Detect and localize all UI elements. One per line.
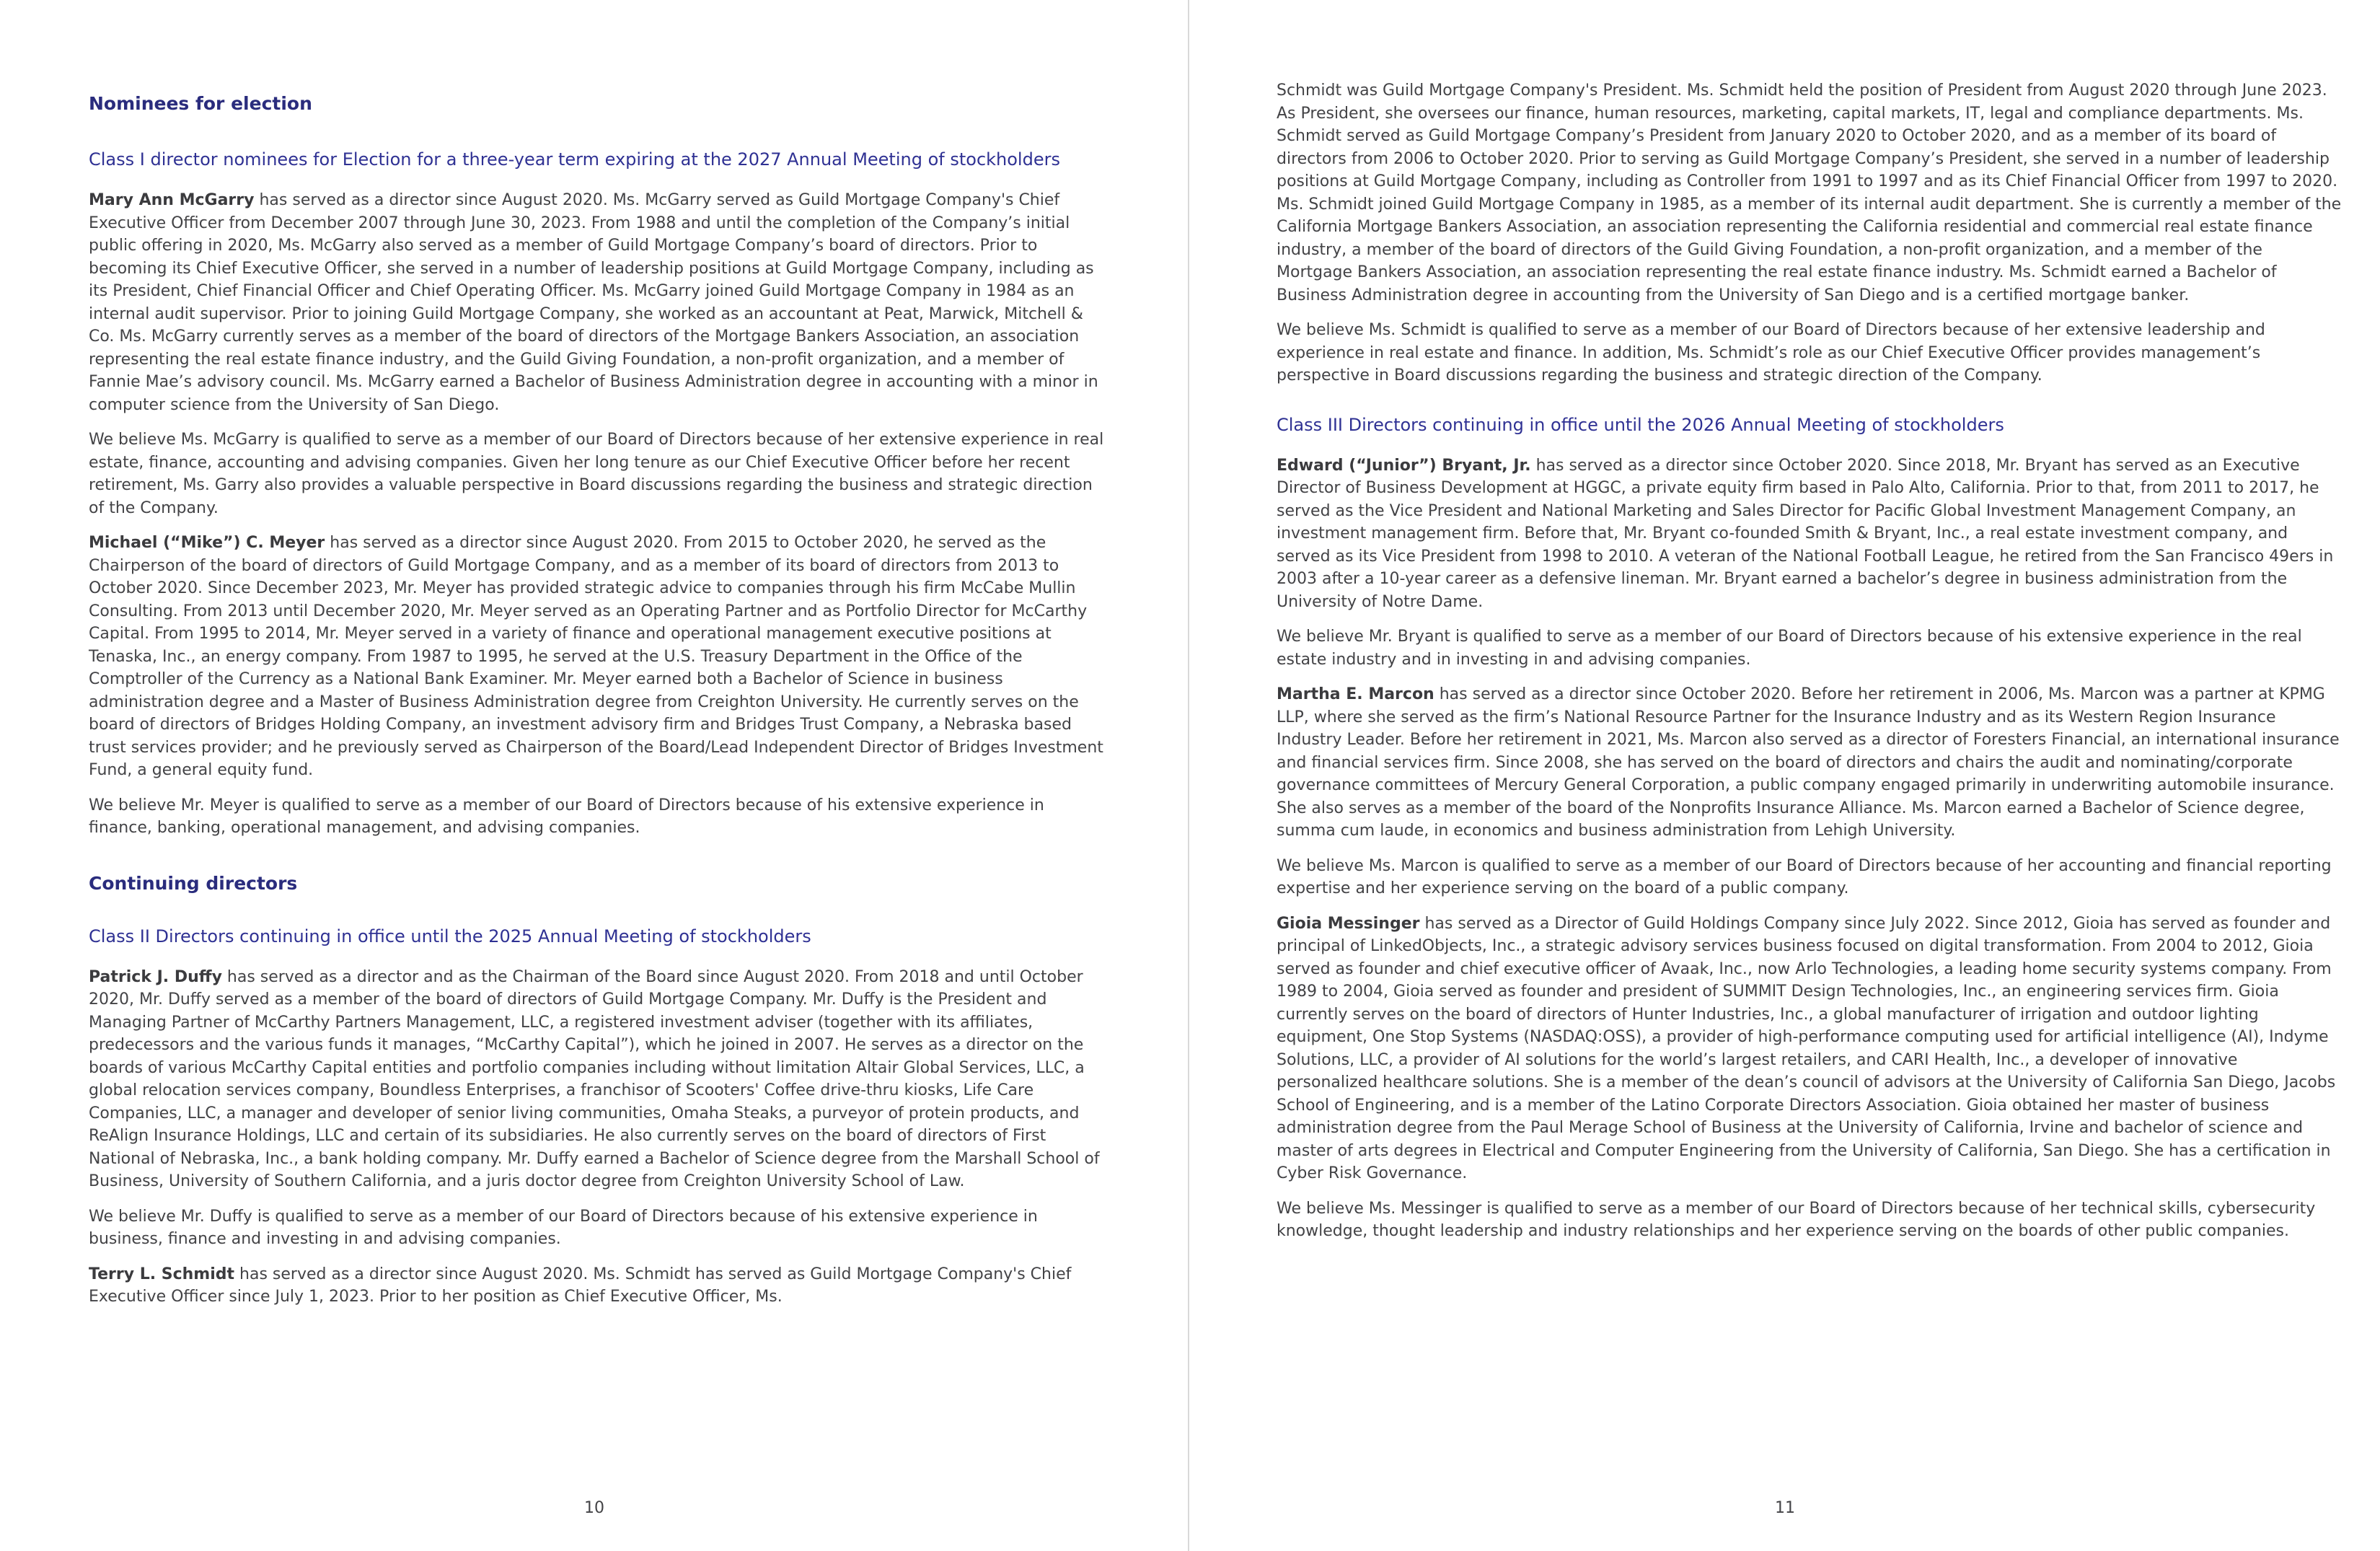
bio-text-duffy: has served as a director and as the Chairman of the Board since August 2020. From 2018 and until October 2020, Mr. Duffy served as a member of the board of directors of Guild Mortgage Company. Mr. Duffy is the President and Managing Partner of McCarthy Partners Management, LLC, a registered investment adviser (together with its affiliates, predecessors and the various funds it manages, “McCarthy Capital”), which he joined in 2007. He serves as a director on the boards of various McCarthy Capital entities and portfolio companies including without limitation Altair Global Services, LLC, a global relocation services company, Boundless Enterprises, a franchisor of Scooters' Coffee drive-thru kiosks, Life Care Companies, LLC, a manager and developer of senior living communities, Omaha Steaks, a purveyor of protein products, and ReAlign Insurance Holdings, LLC and certain of its subsidiaries. He also currently serves on the board of directors of First National of Nebraska, Inc., a bank holding company. Mr. Duffy earned a Bachelor of Science degree from the Marshall School of Business, University of Southern California, and a juris doctor degree from Creighton University School of Law. xyxy=(89,967,1100,1190)
bio-text-meyer: has served as a director since August 2020. From 2015 to October 2020, he served as the Chairperson of the board of directors of Guild Mortgage Company, and as a member of its board of directors from 2013 to October 2020. Since December 2023, Mr. Meyer has provided strategic advice to companies through his firm McCabe Mullin Consulting. From 2013 until December 2020, Mr. Meyer served as an Operating Partner and as Portfolio Director for McCarthy Capital. From 1995 to 2014, Mr. Meyer served in a variety of finance and operational management executive positions at Tenaska, Inc., an energy company. From 1987 to 1995, he served at the U.S. Treasury Department in the Office of the Comptroller of the Currency as a National Bank Examiner. Mr. Meyer earned both a Bachelor of Science in business administration degree and a Master of Business Administration degree from Creighton University. He currently serves on the board of directors of Bridges Holding Company, an investment advisory firm and Bridges Trust Company, a Nebraska based trust services provider; and he previously served as Chairperson of the Board/Lead Independent Director of Bridges Investment Fund, a general equity fund. xyxy=(89,534,1103,779)
director-name-schmidt: Terry L. Schmidt xyxy=(89,1265,235,1283)
bio-duffy xyxy=(89,966,1111,1193)
class2-heading: Class II Directors continuing in office until the 2025 Annual Meeting of stockholders xyxy=(89,926,811,946)
qualification-bryant: We believe Mr. Bryant is qualified to serve as a member of our Board of Directors because of his extensive experience in the real estate industry and in investing in and advising companies. xyxy=(1277,628,2302,669)
director-name-meyer: Michael (“Mike”) C. Meyer xyxy=(89,534,325,552)
bio-meyer xyxy=(89,532,1111,782)
bio-text-schmidt: has served as a director since August 2020. Ms. Schmidt has served as Guild Mortgage Company's Chief Executive Officer since July 1, 2023. Prior to her position as Chief Executive Officer, Ms. xyxy=(89,1265,1072,1306)
section-heading-continuing: Continuing directors xyxy=(89,872,298,894)
director-name-marcon: Martha E. Marcon xyxy=(1277,685,1434,703)
class1-heading: Class I director nominees for Election for a three-year term expiring at the 2027 Annual Meeting of stockholders xyxy=(89,149,1060,170)
qualification-mcgarry: We believe Ms. McGarry is qualified to serve as a member of our Board of Directors because of her extensive experience in real estate, finance, accounting and advising companies. Given her long tenure as our Chief Executive Officer before her recent retirement, Ms. Garry also provides a valuable perspective in Board discussions regarding the business and strategic direction of the Company. xyxy=(89,431,1104,517)
page-11 xyxy=(1190,0,2380,1551)
bio-text-mcgarry: has served as a director since August 2020. Ms. McGarry served as Guild Mortgage Company's Chief Executive Officer from December 2007 through June 30, 2023. From 1988 and until the completion of the Company’s initial public offering in 2020, Ms. McGarry also served as a member of Guild Mortgage Company’s board of directors. Prior to becoming its Chief Executive Officer, she served in a number of leadership positions at Guild Mortgage Company, including as its President, Chief Financial Officer and Chief Operating Officer. Ms. McGarry joined Guild Mortgage Company in 1984 as an internal audit supervisor. Prior to joining Guild Mortgage Company, she worked as an accountant at Peat, Marwick, Mitchell & Co. Ms. McGarry currently serves as a member of the board of directors of the Mortgage Bankers Association, an association representing the real estate finance industry, and the Guild Giving Foundation, a non-profit organization, and a member of Fannie Mae’s advisory council. Ms. McGarry earned a Bachelor of Business Administration degree in accounting with a minor in computer science from the University of San Diego. xyxy=(89,191,1098,414)
bio-marcon xyxy=(1277,683,2342,843)
class3-heading: Class III Directors continuing in office until the 2026 Annual Meeting of stockholders xyxy=(1277,414,2004,435)
bio-text-bryant: has served as a director since October 2020. Since 2018, Mr. Bryant has served as an Executive Director of Business Development at HGGC, a private equity firm based in Palo Alto, California. Prior to that, from 2011 to 2017, he served as the Vice President and National Marketing and Sales Director for Pacific Global Investment Management Company, an investment management firm. Before that, Mr. Bryant co-founded Smith & Bryant, Inc., a real estate investment company, and served as its Vice President from 1998 to 2010. A veteran of the National Football League, he retired from the San Francisco 49ers in 2003 after a 10-year career as a defensive lineman. Mr. Bryant earned a bachelor’s degree in business administration from the University of Notre Dame. xyxy=(1277,456,2334,611)
page-10 xyxy=(0,0,1189,1551)
qualification-schmidt: We believe Ms. Schmidt is qualified to serve as a member of our Board of Directors because of her extensive leadership and experience in real estate and finance. In addition, Ms. Schmidt’s role as our Chief Executive Officer provides management’s perspective in Board discussions regarding the business and strategic direction of the Company. xyxy=(1277,321,2265,385)
bio-messinger xyxy=(1277,913,2342,1185)
bio-schmidt xyxy=(89,1263,1111,1309)
page-number-11: 11 xyxy=(1775,1499,1795,1517)
section-heading-nominees: Nominees for election xyxy=(89,93,312,114)
bio-text-messinger: has served as a Director of Guild Holdings Company since July 2022. Since 2012, Gioia has served as founder and principal of LinkedObjects, Inc., a strategic advisory services business focused on digital transformation. From 2004 to 2012, Gioia served as founder and chief executive officer of Avaak, Inc., now Arlo Technologies, a leading home security systems company. From 1989 to 2004, Gioia served as founder and president of SUMMIT Design Technologies, Inc., an engineering services firm. Gioia currently serves on the board of directors of Hunter Industries, Inc., a global manufacturer of irrigation and outdoor lighting equipment, One Stop Systems (NASDAQ:OSS), a provider of high-performance computing used for artificial intelligence (AI), Indyme Solutions, LLC, a provider of AI solutions for the world’s largest retailers, and CARI Health, Inc., a developer of innovative personalized healthcare solutions. She is a member of the dean’s council of advisors at the University of California San Diego, Jacobs School of Engineering, and is a member of the Latino Corporate Directors Association. Gioia obtained her master of business administration degree from the Paul Merage School of Business at the University of California, Irvine and bachelor of science and master of arts degrees in Electrical and Computer Engineering from the University of California, San Diego. She has a certification in Cyber Risk Governance. xyxy=(1277,914,2336,1182)
qualification-marcon: We believe Ms. Marcon is qualified to serve as a member of our Board of Directors because of her accounting and financial reporting expertise and her experience serving on the board of a public company. xyxy=(1277,856,2332,897)
qualification-meyer: We believe Mr. Meyer is qualified to serve as a member of our Board of Directors because of his extensive experience in finance, banking, operational management, and advising companies. xyxy=(89,796,1044,837)
page-number-10: 10 xyxy=(584,1499,604,1517)
director-name-messinger: Gioia Messinger xyxy=(1277,914,1420,933)
page-divider xyxy=(1188,0,1189,1551)
bio-schmidt-continued: Schmidt was Guild Mortgage Company's President. Ms. Schmidt held the position of President from August 2020 through June 2023. As President, she oversees our finance, human resources, marketing, capital markets, IT, legal and compliance departments. Ms. Schmidt served as Guild Mortgage Company’s President from January 2020 to October 2020, and as a member of its board of directors from 2006 to October 2020. Prior to serving as Guild Mortgage Company’s President, she served in a number of leadership positions at Guild Mortgage Company, including as Controller from 1991 to 1997 and as its Chief Financial Officer from 1997 to 2020. Ms. Schmidt joined Guild Mortgage Company in 1985, as a member of its internal audit department. She is currently a member of the California Mortgage Bankers Association, an association representing the California residential and commercial real estate finance industry, a member of the board of directors of the Guild Giving Foundation, a non-profit organization, and a member of the Mortgage Bankers Association, an association representing the real estate finance industry. Ms. Schmidt earned a Bachelor of Business Administration degree in accounting from the University of San Diego and is a certified mortgage banker. xyxy=(1277,82,2342,304)
director-name-bryant: Edward (“Junior”) Bryant, Jr. xyxy=(1277,456,1531,475)
bio-text-marcon: has served as a director since October 2020. Before her retirement in 2006, Ms. Marcon was a partner at KPMG LLP, where she served as the firm’s National Resource Partner for the Insurance Industry and as its Western Region Insurance Industry Leader. Before her retirement in 2021, Ms. Marcon also served as a director of Foresters Financial, an international insurance and financial services firm. Since 2008, she has served on the board of directors and chairs the audit and nominating/corporate governance committees of Mercury General Corporation, a public company engaged primarily in underwriting automobile insurance. She also serves as a member of the board of the Nonprofits Insurance Alliance. Ms. Marcon earned a Bachelor of Science degree, summa cum laude, in economics and business administration from Lehigh University. xyxy=(1277,685,2340,840)
bio-mcgarry xyxy=(89,189,1111,416)
director-name-duffy: Patrick J. Duffy xyxy=(89,967,222,986)
bio-bryant xyxy=(1277,454,2342,614)
qualification-messinger: We believe Ms. Messinger is qualified to serve as a member of our Board of Directors because of her technical skills, cybersecurity knowledge, thought leadership and industry relationships and her experience serving on the boards of other public companies. xyxy=(1277,1199,2316,1240)
qualification-duffy: We believe Mr. Duffy is qualified to serve as a member of our Board of Directors because of his extensive experience in business, finance and investing in and advising companies. xyxy=(89,1207,1038,1248)
director-name-mcgarry: Mary Ann McGarry xyxy=(89,191,255,209)
